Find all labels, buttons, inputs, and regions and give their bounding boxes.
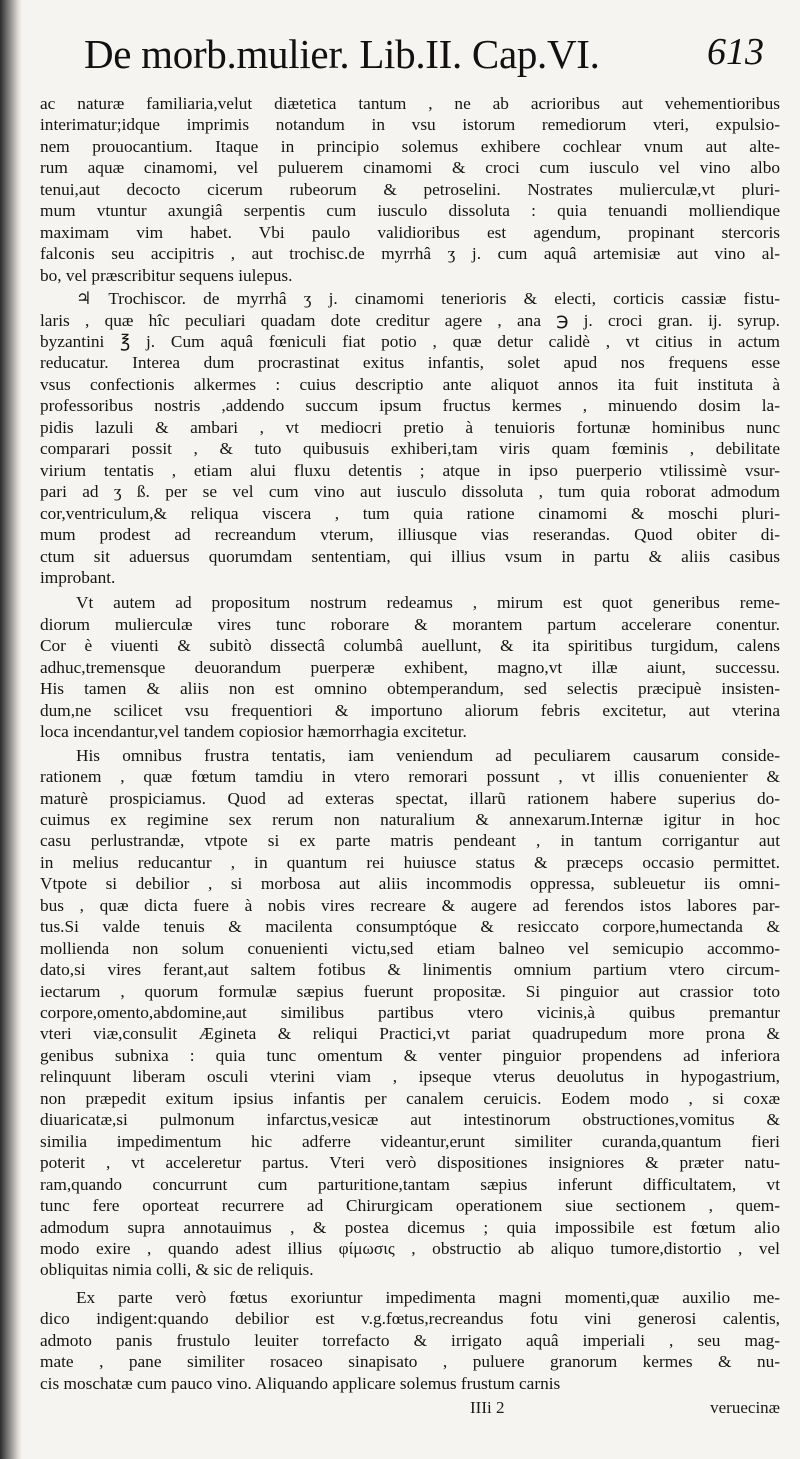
page-header — [84, 30, 764, 90]
text-line: reducatur. Interea dum procrastinat exitus infantis, solet apud nos frequens esse — [40, 353, 780, 373]
text-line: bus , quæ dicta fuere à nobis vires recreare & augere ad ferendos istos labores par- — [40, 895, 780, 915]
paragraph — [40, 1287, 780, 1394]
text-line: pari ad ʒ ß. per se vel cum vino aut iusculo dissoluta , tum quia roborat admodum — [40, 482, 780, 502]
text-line: maximam vim habet. Vbi paulo validioribus est agendum, propinant stercoris — [40, 222, 780, 242]
text-line: obliquitas nimia colli, & sic de reliquis. — [40, 1260, 314, 1280]
text-line: mate , pane similiter rosaceo sinapisato , puluere granorum kermes & nu- — [40, 1352, 780, 1372]
text-line: His tamen & aliis non est omnino obtemperandum, sed selectis præcipuè insisten- — [40, 679, 780, 699]
paragraph — [40, 745, 780, 1281]
text-line: laris , quæ hîc peculiari quadam dote creditur agere , ana ℈ j. croci gran. ij. syrup. — [40, 310, 780, 330]
text-line: ♃ Trochiscor. de myrrhâ ʒ j. cinamomi tenerioris & electi, corticis cassiæ fistu- — [76, 289, 780, 309]
text-line: ctum sit aduersus quorumdam sententiam, qui illius vsum in partu & aliis casibus — [40, 546, 780, 566]
text-line: rum aquæ cinamomi, vel puluerem cinamomi & croci cum iusculo vel vino albo — [40, 158, 780, 178]
text-line: maturè prospiciamus. Quod ad exteras spectat, illarũ rationem habere superius do- — [40, 788, 780, 808]
text-line: diuaricatæ,si pulmonum infarctus,vesicæ aut intestinorum obstructiones,vomitus & — [40, 1110, 780, 1130]
text-line: ac naturæ familiaria,velut diætetica tantum , ne ab acrioribus aut vehementioribus — [40, 94, 780, 113]
text-line: mum vtuntur axungiâ serpentis cum iusculo dissoluta : quia tenuandi molliendique — [40, 201, 780, 221]
text-line: ram,quando concurrunt cum parturitione,tantam sæpius inferunt difficultatem, vt — [40, 1174, 780, 1194]
text-line: vsus confectionis alkermes : cuius descriptio ante aliquot annos ita fuit instituta à — [40, 374, 780, 394]
text-line: improbant. — [40, 567, 116, 587]
text-line: Ex parte verò fœtus exoriuntur impedimenta magni momenti,quæ auxilio me- — [76, 1287, 780, 1307]
text-line: similia impedimentum hic adferre videantur,erunt similiter curanda,quantum fieri — [40, 1131, 780, 1151]
text-line: admoto panis frustulo leuiter torrefacto & irrigato aquâ imperiali , seu mag- — [40, 1330, 780, 1350]
text-line: nem prouocantium. Itaque in principio solemus exhibere cochlear vnum aut alte- — [40, 136, 780, 156]
text-line: His omnibus frustra tentatis, iam veniendum ad peculiarem causarum conside- — [76, 745, 780, 765]
text-line: rationem , quæ fœtum tamdiu in vtero remorari possunt , vt illis conuenienter & — [40, 767, 780, 787]
text-line: professoribus nostris ,addendo succum ipsum fructus kermes , minuendo dosim la- — [40, 396, 780, 416]
text-line: cis moschatæ cum pauco vino. Aliquando applicare solemus frustum carnis — [40, 1373, 561, 1393]
text-line: mum prodest ad recreandum vterum, illiusque vias reserandas. Quod obiter di- — [40, 525, 780, 545]
text-line: tunc fere oporteat recurrere ad Chirurgicam operationem siue sectionem , quem- — [40, 1196, 780, 1216]
signature-mark: IIIi 2 — [470, 1398, 505, 1417]
text-line: dum,ne scilicet vsu frequentiori & importuno aliorum febris excitetur, aut vterina — [40, 700, 780, 720]
text-line: genibus subnixa : quia tunc omentum & venter pinguior propendens ad inferiora — [40, 1045, 780, 1065]
text-line: casu perlustrandæ, vtpote si ex parte matris pendeant , in tantum corrigantur aut — [40, 831, 780, 851]
running-head: De morb.mulier. Lib.II. Cap.VI. — [84, 31, 600, 77]
text-line: tus.Si valde tenuis & macilenta consumptóque & resiccato corpore,humectanda & — [40, 917, 780, 937]
paragraph — [40, 93, 780, 286]
page-footer — [40, 1398, 780, 1422]
text-line: in melius reducantur , in quantum rei huiusce status & præceps occasio permittet. — [40, 852, 780, 872]
text-line: virium tentatis , etiam alui fluxu detentis ; atque in ipso puerperio vtilissimè vsur- — [40, 460, 780, 480]
paragraph — [40, 592, 780, 742]
text-line: dato,si vires ferant,aut saltem fotibus & linimentis omnium partium vtero circum- — [40, 960, 780, 980]
text-line: falconis seu accipitris , aut trochisc.de myrrhâ ʒ j. cum aquâ artemisiæ aut vino al- — [40, 244, 780, 264]
text-line: diorum mulierculæ vires tunc roborare & morantem partum accelerare conentur. — [40, 614, 780, 634]
text-line: cuimus ex regimine sex rerum non naturalium & annexarum.Internæ igitur in hoc — [40, 809, 780, 829]
catchword: veruecinæ — [710, 1398, 780, 1417]
text-line: pidis lazuli & ambari , vt mediocri pretio à tenuioris fortunæ hominibus nunc — [40, 417, 780, 437]
body-text — [40, 93, 780, 1394]
text-line: non præpedit exitum ipsius infantis per canalem ceruicis. Eodem modo , si coxæ — [40, 1088, 780, 1108]
text-line: Vt autem ad propositum nostrum redeamus , mirum est quot generibus reme- — [76, 593, 780, 613]
text-line: dico indigent:quando debilior est v.g.fœtus,recreandus fotu vini generosi calentis, — [40, 1309, 780, 1329]
text-line: comparari possit , & tuto quibusuis exhiberi,tam viris quam fœminis , debilitate — [40, 439, 780, 459]
text-line: loca incendantur,vel tandem copiosior hæmorrhagia excitetur. — [40, 722, 467, 742]
text-line: mollienda non solum conuenienti victu,sed etiam balneo vel semicupio accommo- — [40, 938, 780, 958]
text-line: interimatur;idque imprimis notandum in vsu istorum remediorum vteri, expulsio- — [40, 115, 780, 135]
text-line: relinquunt liberam osculi vterini viam , ipseque vterus deuolutus in hypogastrium, — [40, 1067, 780, 1087]
page-number: 613 — [707, 31, 764, 73]
text-line: bo, vel præscribitur sequens iulepus. — [40, 265, 293, 285]
text-line: tenui,aut decocto cicerum rubeorum & petroselini. Nostrates mulierculæ,vt pluri- — [40, 179, 780, 199]
text-line: Vtpote si debilior , si morbosa aut aliis incommodis oppressa, subleuetur iis omni- — [40, 874, 780, 894]
text-line: byzantini ℥ j. Cum aquâ fœniculi fiat potio , quæ detur calidè , vt citius in actum — [40, 331, 780, 351]
text-line: vteri viæ,consulit Ægineta & reliqui Practici,vt pariat quadrupedum more prona & — [40, 1024, 780, 1044]
text-line: corpore,omento,abdomine,aut similibus partibus vtero vicinis,à quibus premantur — [40, 1003, 780, 1023]
text-line: poterit , vt acceleretur partus. Vteri verò dispositiones insigniores & præter natu- — [40, 1153, 780, 1173]
text-line: modo exire , quando adest illius φίμωσις , obstructio ab aliquo tumore,distortio , vel — [40, 1239, 780, 1259]
text-line: admodum supra annotauimus , & postea dicemus ; quia impossibile est fœtum alio — [40, 1217, 780, 1237]
binding-shadow — [0, 0, 22, 1459]
text-line: cor,ventriculum,& reliqua viscera , tum quia ratione cinamomi & moschi pluri- — [40, 503, 780, 523]
text-line: Cor è viuenti & subitò dissectâ columbâ auellunt, & ita spiritibus turgidum, calens — [40, 636, 780, 656]
text-line: iectarum , quorum formulæ sæpius fuerunt propositæ. Si pinguior aut crassior toto — [40, 981, 780, 1001]
paragraph — [40, 288, 780, 588]
text-line: adhuc,tremensque deuorandum puerperæ exhibent, magno,vt illæ aiunt, successu. — [40, 657, 780, 677]
